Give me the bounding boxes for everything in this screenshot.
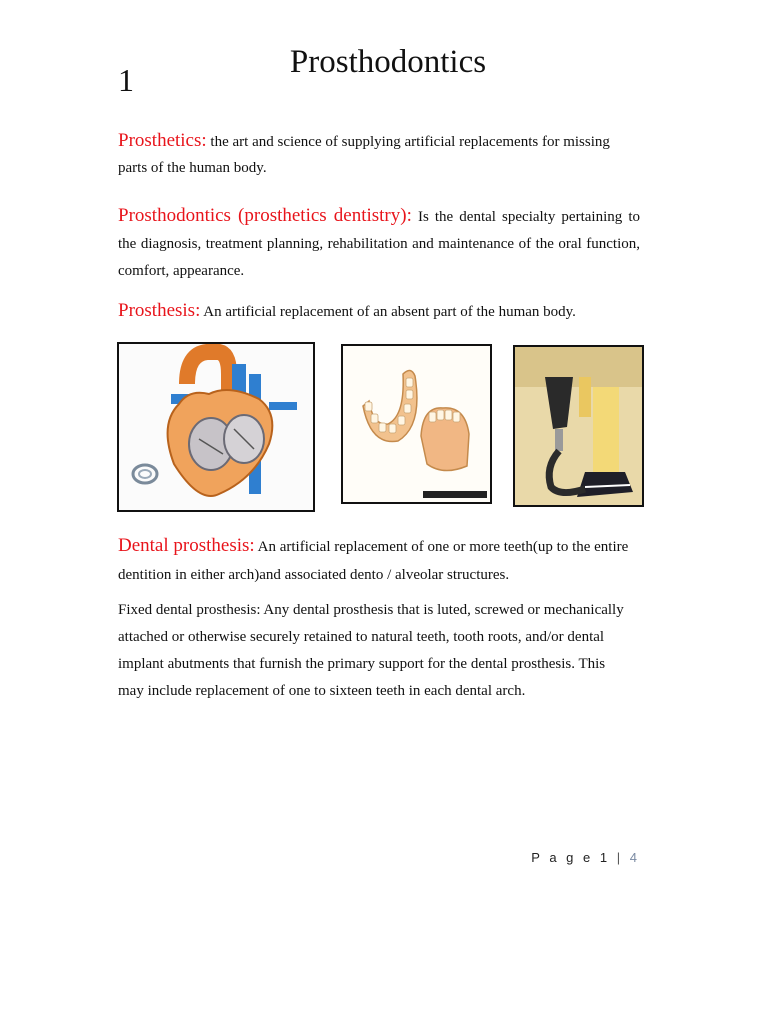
artificial-heart-illustration-icon bbox=[119, 344, 313, 510]
definition-text: An artificial replacement of an absent part of the human body. bbox=[203, 304, 576, 320]
page-footer bbox=[531, 850, 640, 865]
prosthetic-leg-illustration-icon bbox=[515, 347, 642, 505]
fixed-dental-prosthesis-paragraph: Fixed dental prosthesis: Any dental prosthesis that is luted, screwed or mechanically attached or otherwise securely retained to natural teeth, tooth roots, and/or dental implant abutments that furnish the primary support for the dental prosthesis. This may include replacement of one to sixteen teeth in each dental arch. bbox=[118, 602, 624, 699]
page-marker: 1 bbox=[118, 62, 134, 98]
page-title: Prosthodontics bbox=[289, 44, 487, 80]
definition-text: Is the dental specialty pertaining to the diagnosis, treatment planning, rehabilitation and maintenance of the oral function, comfort, appearance. bbox=[118, 209, 640, 279]
footer-page-word: P a g e bbox=[531, 850, 594, 865]
footer-current-page: 1 bbox=[599, 850, 611, 865]
denture-image bbox=[341, 344, 492, 504]
definition-prosthesis bbox=[118, 298, 640, 325]
definition-text: An artificial replacement of one or more teeth(up to the entire dentition in either arch)and associated dento / alveolar structures. bbox=[118, 539, 629, 583]
definition-term: Prosthesis: bbox=[118, 300, 201, 321]
denture-illustration-icon bbox=[343, 346, 490, 502]
heart-image bbox=[117, 342, 315, 512]
definition-prosthodontics bbox=[118, 202, 640, 285]
definition-term: Prosthetics: bbox=[118, 130, 207, 151]
definition-text: the art and science of supplying artificial replacements for missing parts of the human body. bbox=[118, 134, 610, 176]
definition-term: Dental prosthesis: bbox=[118, 535, 255, 556]
footer-total-pages: 4 bbox=[629, 850, 640, 865]
definition-dental-prosthesis bbox=[118, 532, 640, 589]
definition-term: Prosthodontics (prosthetics dentistry): bbox=[118, 205, 412, 226]
definition-prosthetics bbox=[118, 128, 640, 181]
prosthetic-leg-image bbox=[513, 345, 644, 507]
footer-separator: | bbox=[616, 850, 624, 865]
